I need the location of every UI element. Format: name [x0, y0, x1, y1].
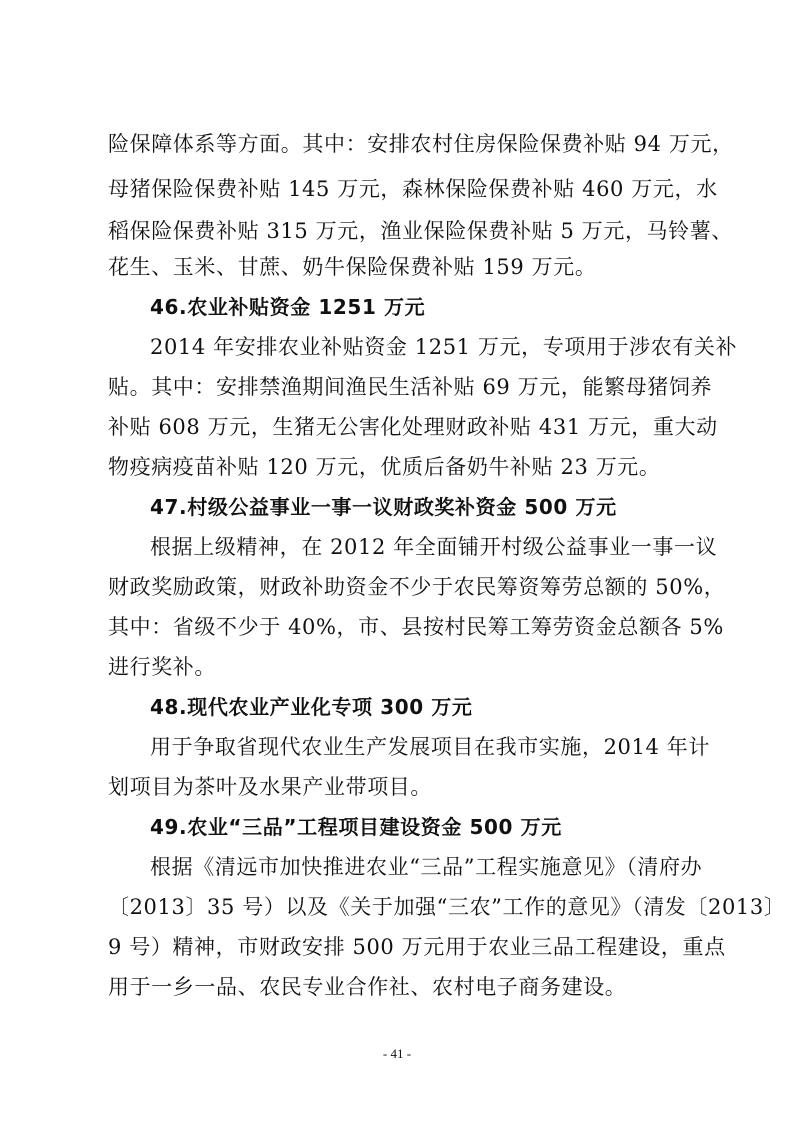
body-text-line: 进行奖补。	[108, 655, 216, 679]
body-text-line: 母猪保险保费补贴 145 万元，森林保险保费补贴 460 万元，水	[108, 177, 718, 201]
body-text-line: 划项目为茶叶及水果产业带项目。	[108, 775, 432, 799]
body-text-line: 花生、玉米、甘蔗、奶牛保险保费补贴 159 万元。	[108, 255, 597, 279]
section-heading: 49.农业“三品”工程项目建设资金 500 万元	[150, 815, 562, 839]
body-text-line: 用于一乡一品、农民专业合作社、农村电子商务建设。	[108, 975, 627, 999]
body-text-line: 财政奖励政策，财政补助资金不少于农民筹资筹劳总额的 50%，	[108, 575, 726, 599]
page-number: - 41 -	[382, 1046, 412, 1061]
body-text-line: 〔2013〕35 号）以及《关于加强“三农”工作的意见》（清发〔2013〕	[108, 895, 786, 919]
body-text-line: 补贴 608 万元，生猪无公害化处理财政补贴 431 万元，重大动	[108, 415, 718, 439]
section-heading: 48.现代农业产业化专项 300 万元	[150, 695, 473, 719]
section-heading: 47.村级公益事业一事一议财政奖补资金 500 万元	[150, 495, 617, 519]
section-heading: 46.农业补贴资金 1251 万元	[150, 295, 426, 319]
body-text-line: 物疫病疫苗补贴 120 万元，优质后备奶牛补贴 23 万元。	[108, 455, 661, 479]
body-text-line: 稻保险保费补贴 315 万元，渔业保险保费补贴 5 万元，马铃薯、	[108, 219, 733, 243]
body-text-line: 用于争取省现代农业生产发展项目在我市实施，2014 年计	[150, 735, 710, 759]
body-text-line: 9 号）精神，市财政安排 500 万元用于农业三品工程建设，重点	[108, 935, 726, 959]
body-text-line: 2014 年安排农业补贴资金 1251 万元，专项用于涉农有关补	[150, 335, 738, 359]
body-text-line: 根据上级精神，在 2012 年全面铺开村级公益事业一事一议	[150, 535, 718, 559]
body-text-line: 险保障体系等方面。其中：安排农村住房保险保费补贴 94 万元，	[108, 132, 734, 156]
body-text-line: 根据《清远市加快推进农业“三品”工程实施意见》（清府办	[150, 855, 703, 879]
body-text-line: 其中：省级不少于 40%，市、县按村民筹工筹劳资金总额各 5%	[108, 615, 724, 639]
body-text-line: 贴。其中：安排禁渔期间渔民生活补贴 69 万元，能繁母猪饲养	[108, 375, 713, 399]
